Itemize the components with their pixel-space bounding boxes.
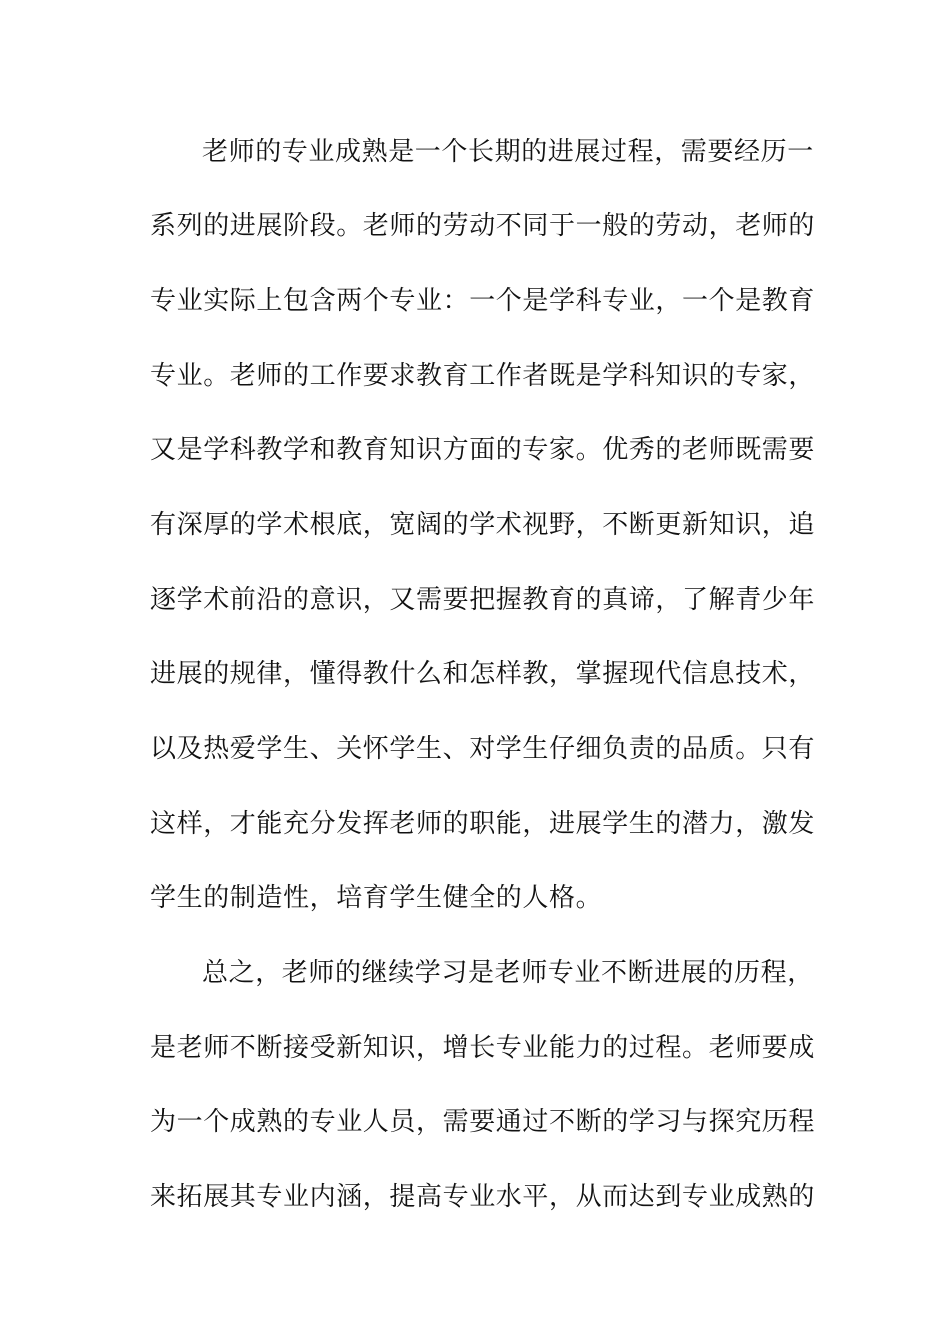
text-line: 是老师不断接受新知识，增长专业能力的过程。老师要成 xyxy=(150,1033,816,1063)
text-line: 又是学科教学和教育知识方面的专家。优秀的老师既需要 xyxy=(150,435,816,465)
text-line: 来拓展其专业内涵，提高专业水平，从而达到专业成熟的 xyxy=(150,1182,816,1212)
paragraph-1-line-10 xyxy=(0,806,950,842)
text-line: 学生的制造性，培育学生健全的人格。 xyxy=(150,883,603,913)
paragraph-2-line-1 xyxy=(0,955,950,991)
paragraph-1-line-3 xyxy=(0,283,950,319)
text-line: 为一个成熟的专业人员，需要通过不断的学习与探究历程 xyxy=(150,1107,816,1137)
text-line: 老师的专业成熟是一个长期的进展过程，需要经历一 xyxy=(202,137,814,167)
paragraph-1-line-1 xyxy=(0,134,950,170)
text-line: 专业。老师的工作要求教育工作者既是学科知识的专家， xyxy=(150,361,816,391)
text-line: 总之，老师的继续学习是老师专业不断进展的历程， xyxy=(202,958,814,988)
text-line: 以及热爱学生、关怀学生、对学生仔细负责的品质。只有 xyxy=(150,734,816,764)
text-line: 进展的规律，懂得教什么和怎样教，掌握现代信息技术， xyxy=(150,659,816,689)
text-line: 这样，才能充分发挥老师的职能，进展学生的潜力，激发 xyxy=(150,809,816,839)
paragraph-2-line-3 xyxy=(0,1104,950,1140)
paragraph-1-line-6 xyxy=(0,507,950,543)
text-line: 专业实际上包含两个专业：一个是学科专业，一个是教育 xyxy=(150,286,816,316)
paragraph-1-line-7 xyxy=(0,582,950,618)
paragraph-1-line-5 xyxy=(0,432,950,468)
text-line: 有深厚的学术根底，宽阔的学术视野，不断更新知识，追 xyxy=(150,510,816,540)
paragraph-2-line-2 xyxy=(0,1030,950,1066)
paragraph-1-line-4 xyxy=(0,358,950,394)
text-line: 逐学术前沿的意识，又需要把握教育的真谛，了解青少年 xyxy=(150,585,816,615)
paragraph-1-line-2 xyxy=(0,208,950,244)
paragraph-1-line-8 xyxy=(0,656,950,692)
paragraph-1-line-11 xyxy=(0,880,950,916)
paragraph-1-line-9 xyxy=(0,731,950,767)
paragraph-2-line-4 xyxy=(0,1179,950,1215)
text-line: 系列的进展阶段。老师的劳动不同于一般的劳动，老师的 xyxy=(150,211,816,241)
